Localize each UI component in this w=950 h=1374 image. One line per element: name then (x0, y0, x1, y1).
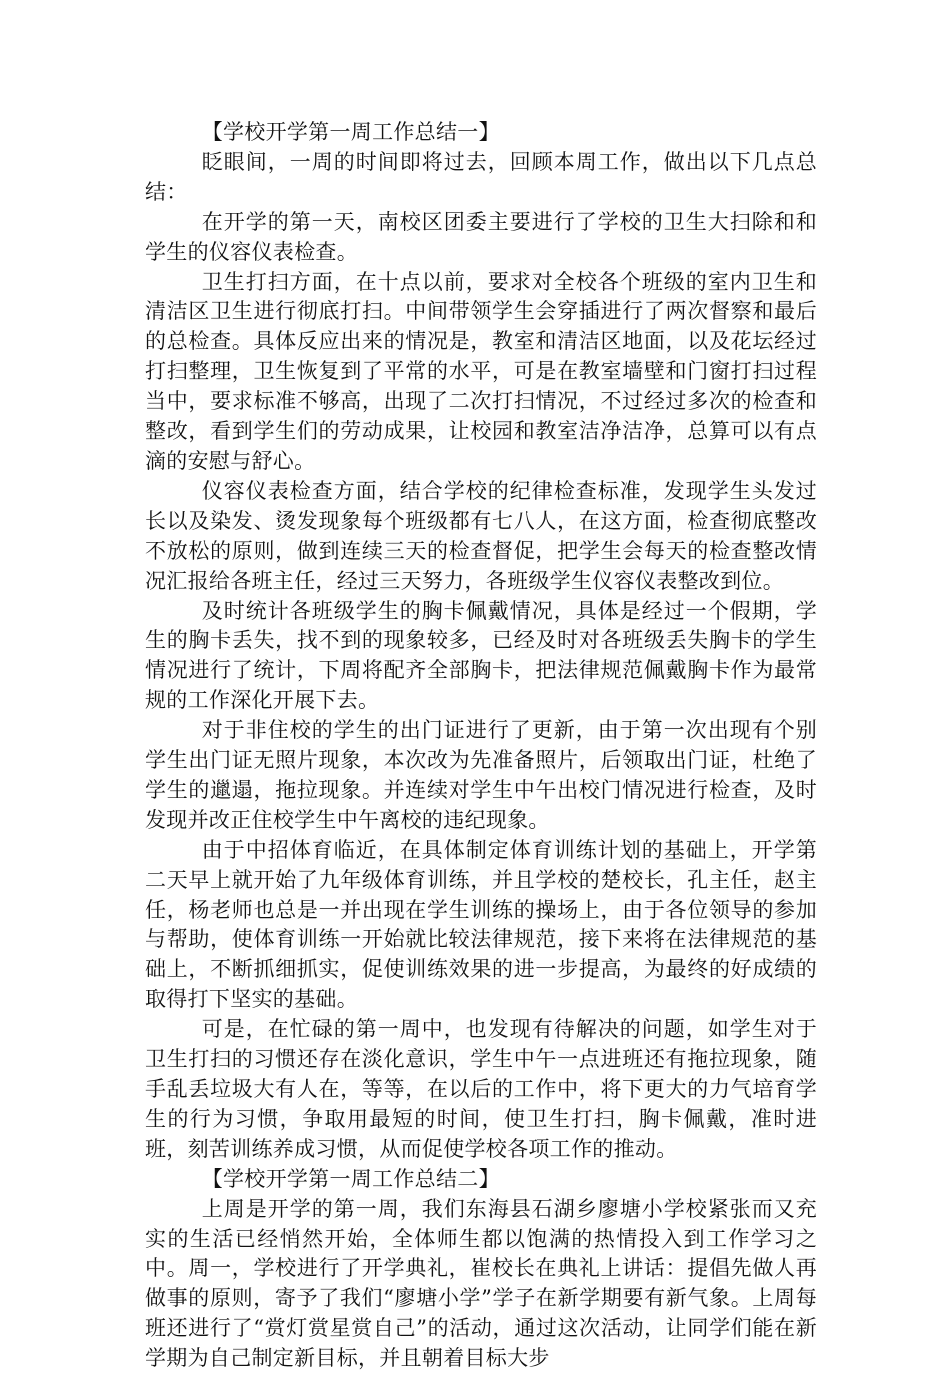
section-heading-2: 【学校开学第一周工作总结二】 (201, 1166, 500, 1191)
paragraph-first-day: 在开学的第一天，南校区团委主要进行了学校的卫生大扫除和和学生的仪容仪表检查。 (145, 209, 817, 264)
paragraph-intro: 眨眼间，一周的时间即将过去，回顾本周工作，做出以下几点总结： (145, 149, 817, 204)
paragraph-exit-pass: 对于非住校的学生的出门证进行了更新，由于第一次出现有个别学生出门证无照片现象，本次改为先准备照片，后领取出门证，杜绝了学生的邋遢，拖拉现象。并连续对学生中午出校门情况进行检查，及时发现并改正住校学生中午离校的违纪现象。 (145, 718, 817, 832)
document-body (145, 118, 817, 1374)
paragraph-hygiene: 卫生打扫方面，在十点以前，要求对全校各个班级的室内卫生和清洁区卫生进行彻底打扫。中间带领学生会穿插进行了两次督察和最后的总检查。具体反应出来的情况是，教室和清洁区地面，以及花坛经过打扫整理，卫生恢复到了平常的水平，可是在教室墙壁和门窗打扫过程当中，要求标准不够高，出现了二次打扫情况，不过经过多次的检查和整改，看到学生们的劳动成果，让校园和教室洁净洁净，总算可以有点滴的安慰与舒心。 (145, 269, 817, 473)
paragraph-sports-training: 由于中招体育临近，在具体制定体育训练计划的基础上，开学第二天早上就开始了九年级体育训练，并且学校的楚校长，孔主任，赵主任，杨老师也总是一并出现在学生训练的操场上，由于各位领导的参加与帮助，使体育训练一开始就比较法律规范，接下来将在法律规范的基础上，不断抓细抓实，促使训练效果的进一步提高，为最终的好成绩的取得打下坚实的基础。 (145, 837, 817, 1012)
paragraph-second-summary: 上周是开学的第一周，我们东海县石湖乡廖塘小学校紧张而又充实的生活已经悄然开始，全体师生都以饱满的热情投入到工作学习之中。周一，学校进行了开学典礼，崔校长在典礼上讲话：提倡先做人再做事的原则，寄予了我们“廖塘小学”学子在新学期要有新气象。上周每班还进行了“赏灯赏星赏自己”的活动，通过这次活动，让同学们能在新学期为自己制定新目标，并且朝着目标大步 (145, 1196, 817, 1371)
section-heading-1: 【学校开学第一周工作总结一】 (201, 120, 500, 144)
paragraph-appearance: 仪容仪表检查方面，结合学校的纪律检查标准，发现学生头发过长以及染发、烫发现象每个班级都有七八人，在这方面，检查彻底整改不放松的原则，做到连续三天的检查督促，把学生会每天的检查整改情况汇报给各班主任，经过三天努力，各班级学生仪容仪表整改到位。 (145, 478, 817, 593)
paragraph-badges: 及时统计各班级学生的胸卡佩戴情况，具体是经过一个假期，学生的胸卡丢失，找不到的现象较多，已经及时对各班级丢失胸卡的学生情况进行了统计，下周将配齐全部胸卡，把法律规范佩戴胸卡作为最常规的工作深化开展下去。 (145, 598, 817, 713)
paragraph-problems: 可是，在忙碌的第一周中，也发现有待解决的问题，如学生对于卫生打扫的习惯还存在淡化意识，学生中午一点进班还有拖拉现象，随手乱丢垃圾大有人在，等等，在以后的工作中，将下更大的力气培育学生的行为习惯，争取用最短的时间，使卫生打扫，胸卡佩戴，准时进班，刻苦训练养成习惯，从而促使学校各项工作的推动。 (145, 1017, 817, 1161)
